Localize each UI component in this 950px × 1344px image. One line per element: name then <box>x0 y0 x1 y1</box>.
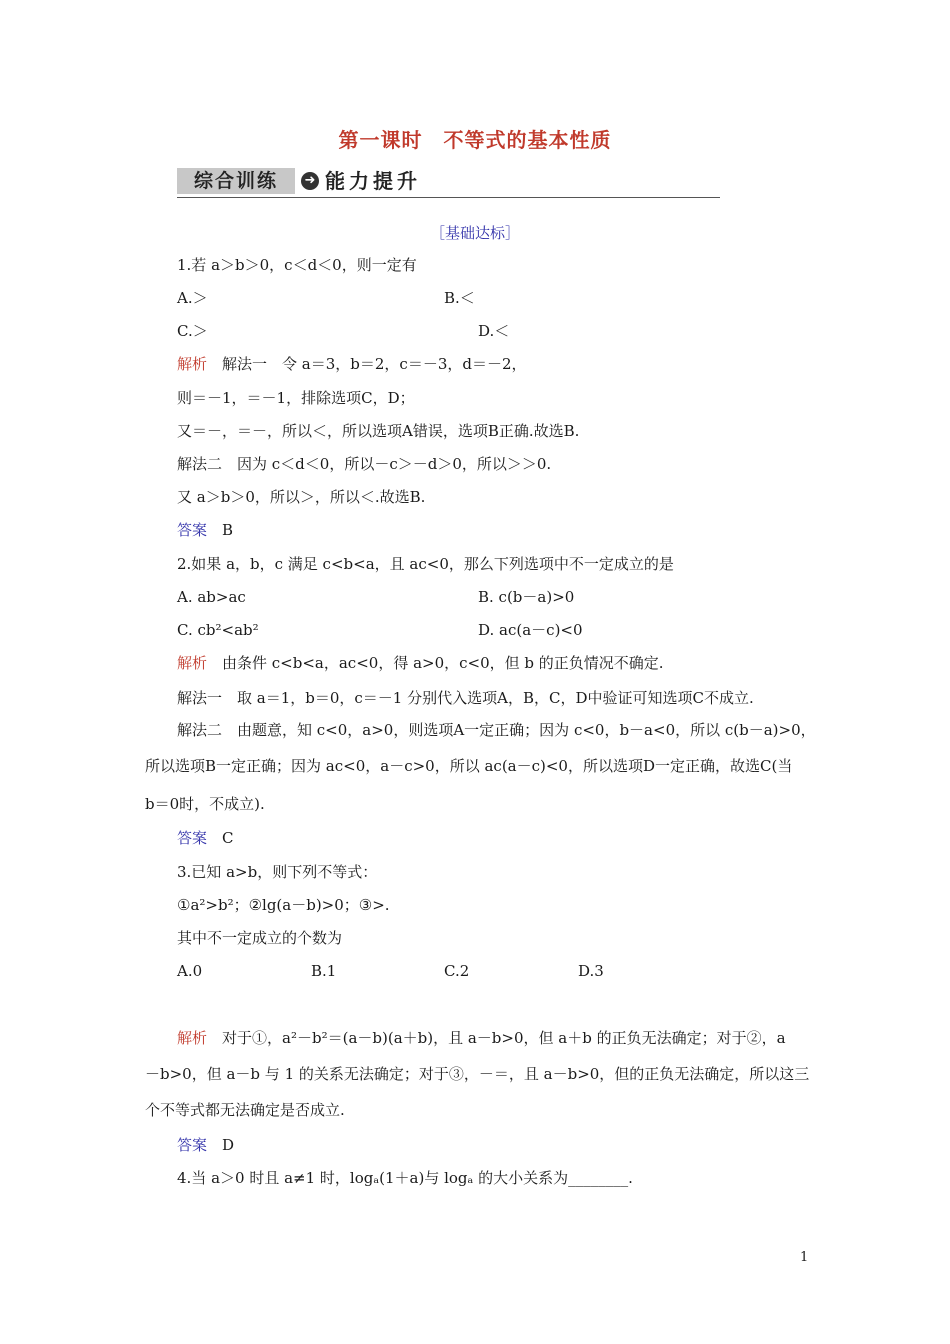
q1-option-c: C.＞ <box>177 322 208 340</box>
q1-answer-label: 答案 <box>177 521 208 539</box>
q1-option-a: A.＞ <box>177 289 208 307</box>
page-title: 第一课时 不等式的基本性质 <box>338 128 612 152</box>
section-banner <box>177 164 720 198</box>
q2-analysis-line4: 所以选项B一定正确；因为 ac<0，a－c>0，所以 ac(a－c)<0，所以选项D一定正确，故选C(当 <box>145 757 793 775</box>
q2-analysis-line5: b＝0时，不成立). <box>145 795 265 813</box>
q2-option-a: A. ab>ac <box>177 588 246 606</box>
q1-analysis-line5: 又 a＞b＞0，所以＞，所以＜.故选B. <box>177 488 426 506</box>
q3-option-c: C.2 <box>444 962 470 980</box>
page-number: 1 <box>800 1250 809 1265</box>
q3-answer-label: 答案 <box>177 1136 208 1154</box>
q4-stem: 4.当 a＞0 时且 a≠1 时，logₐ(1＋a)与 logₐ 的大小关系为________. <box>177 1169 633 1187</box>
q3-analysis-line2: －b>0，但 a－b 与 1 的关系无法确定；对于③，－＝，且 a－b>0，但的正负无法确定，所以这三 <box>145 1065 810 1083</box>
q3-option-b: B.1 <box>311 962 337 980</box>
q2-option-b: B. c(b－a)>0 <box>478 588 575 606</box>
q2-stem: 2.如果 a，b，c 满足 c<b<a，且 ac<0，那么下列选项中不一定成立的是 <box>177 555 674 573</box>
q1-answer <box>177 520 233 540</box>
q2-analysis-line3: 解法二 由题意，知 c<0，a>0，则选项A一定正确；因为 c<0，b－a<0，所以 c(b－a)>0， <box>177 721 816 739</box>
q2-analysis-line2: 解法一 取 a＝1，b＝0，c＝－1 分别代入选项A，B，C，D中验证可知选项C不成立. <box>177 689 754 707</box>
banner-divider <box>177 197 720 198</box>
q1-stem: 1.若 a＞b＞0，c＜d＜0，则一定有 <box>177 256 417 274</box>
section-heading: ［基础达标］ <box>429 224 520 242</box>
q3-option-a: A.0 <box>177 962 203 980</box>
q1-analysis-line2: 则＝－1，＝－1，排除选项C，D； <box>177 389 415 407</box>
q2-answer <box>177 828 234 848</box>
q3-answer-value: D <box>207 1136 235 1154</box>
q3-stem: 3.已知 a>b，则下列不等式： <box>177 863 378 881</box>
q1-analysis-text: 解法一 令 a＝3，b＝2，c＝－3，d＝－2， <box>207 355 527 373</box>
q3-analysis-label: 解析 <box>177 1029 208 1047</box>
q2-answer-label: 答案 <box>177 829 208 847</box>
q2-solution-line <box>177 653 664 673</box>
q1-analysis-line3: 又＝－，＝－，所以＜，所以选项A错误，选项B正确.故选B. <box>177 422 580 440</box>
q1-option-d: D.＜ <box>478 322 510 340</box>
q3-analysis-text: 对于①，a²－b²＝(a－b)(a＋b)，且 a－b>0，但 a＋b 的正负无法确定；对于②，a <box>207 1029 786 1047</box>
arrow-right-icon: ➜ <box>301 172 319 190</box>
q2-analysis-label: 解析 <box>177 654 208 672</box>
q3-question: 其中不一定成立的个数为 <box>177 929 343 947</box>
q1-answer-value: B <box>207 521 234 539</box>
q3-statements: ①a²>b²；②lg(a－b)>0；③>. <box>177 896 390 914</box>
q1-analysis-line4: 解法二 因为 c＜d＜0，所以－c＞－d＞0，所以＞＞0. <box>177 455 552 473</box>
q2-analysis-text: 由条件 c<b<a，ac<0，得 a>0，c<0，但 b 的正负情况不确定. <box>207 654 664 672</box>
q3-answer <box>177 1135 234 1155</box>
q3-solution-line <box>177 1028 786 1048</box>
q2-option-d: D. ac(a－c)<0 <box>478 621 583 639</box>
banner-label-right: 能力提升 <box>325 169 421 193</box>
q3-analysis-line3: 个不等式都无法确定是否成立. <box>145 1101 345 1119</box>
banner-label-left: 综合训练 <box>177 168 295 194</box>
q2-option-c: C. cb²<ab² <box>177 621 259 639</box>
q2-answer-value: C <box>207 829 234 847</box>
q1-solution-line <box>177 354 527 374</box>
q1-option-b: B.＜ <box>444 289 475 307</box>
q3-option-d: D.3 <box>578 962 604 980</box>
q1-analysis-label: 解析 <box>177 355 208 373</box>
